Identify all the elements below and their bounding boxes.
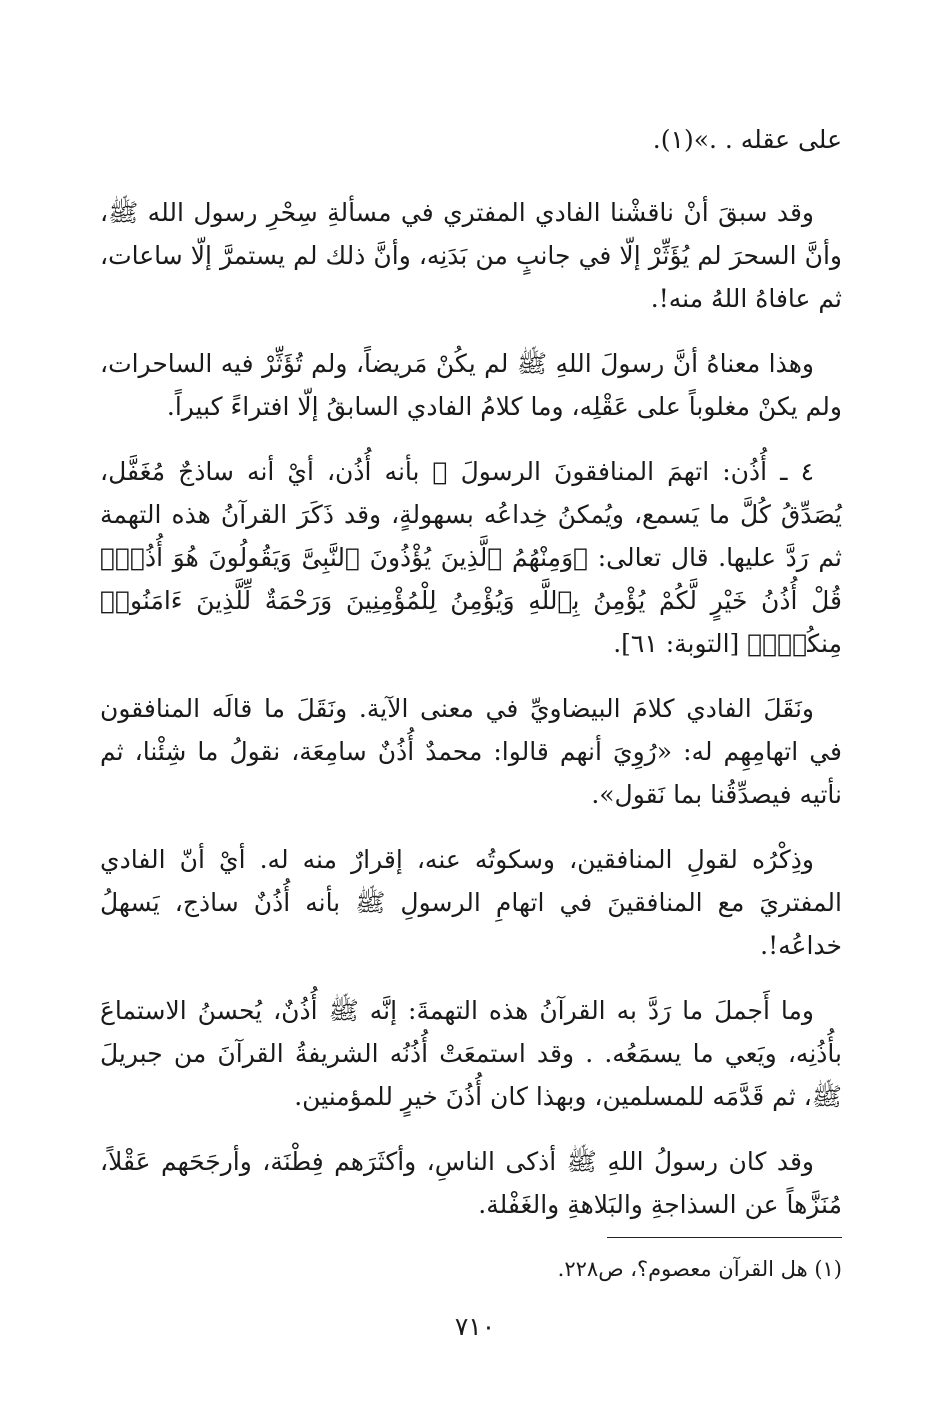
paragraph: وما أَجملَ ما رَدَّ به القرآنُ هذه التهمةَ: إنَّه ﷺ أُذُنٌ، يُحسنُ الاستماعَ بأُذُنِه، ويَعي ما يسمَعُه. . وقد استمعَتْ أُذُنُه الشريفةُ القرآنَ من جبريلَ ﷺ، ثم قَدَّمَه للمسلمين، وبهذا كان أُذُنَ خيرٍ للمؤمنين. bbox=[100, 996, 842, 1111]
page-number: ٧١٠ bbox=[454, 1312, 496, 1341]
paragraph: وهذا معناهُ أنَّ رسولَ اللهِ ﷺ لم يكُنْ مَريضاً، ولم تُؤَثِّرْ فيه الساحرات، ولم يكنْ مغلوباً على عَقْلِه، وما كلامُ الفادي السابقُ إلّا افتراءً كبيراً. bbox=[100, 349, 842, 421]
footnote-separator bbox=[607, 1237, 842, 1238]
paragraph-numbered: ٤ ـ أُذُن: اتهمَ المنافقونَ الرسولَ ﷺ بأنه أُذُن، أيْ أنه ساذجٌ مُغَفَّل، يُصَدِّقُ كُلَّ ما يَسمع، ويُمكنُ خِداعُه بسهولةٍ، وقد ذَكَرَ القرآنُ هذه التهمة ثم رَدَّ عليها. قال تعالى: ﴿وَمِنْهُمُ ٱلَّذِينَ يُؤْذُونَ ٱلنَّبِىَّ وَيَقُولُونَ هُوَ أُذُنٌۚ قُلْ أُذُنُ خَيْرٍ لَّكُمْ يُؤْمِنُ بِٱللَّهِ وَيُؤْمِنُ لِلْمُؤْمِنِينَ وَرَحْمَةٌ لِّلَّذِينَ ءَامَنُوا۟ مِنكُمْۚ﴾ [التوبة: ٦١]. bbox=[100, 457, 842, 658]
paragraph: ونَقَلَ الفادي كلامَ البيضاويِّ في معنى الآية. ونَقَلَ ما قالَه المنافقون في اتهامِهِم له: «رُوِيَ أنهم قالوا: محمدٌ أُذُنٌ سامِعَة، نقولُ ما شِئْنا، ثم نأتيه فيصدِّقُنا بما نَقول». bbox=[100, 694, 842, 809]
page-body bbox=[100, 118, 842, 1248]
paragraph: وقد سبقَ أنْ ناقشْنا الفادي المفتري في مسألةِ سِحْرِ رسول الله ﷺ، وأنَّ السحرَ لم يُؤَثِّرْ إلّا في جانبٍ من بَدَنِه، وأنَّ ذلك لم يستمرَّ إلّا ساعات، ثم عافاهُ اللهُ منه!. bbox=[100, 198, 842, 313]
paragraph: وذِكْرُه لقولِ المنافقين، وسكوتُه عنه، إقرارٌ منه له. أيْ أنّ الفادي المفتريَ مع المنافقينَ في اتهامِ الرسولِ ﷺ بأنه أُذُنٌ ساذج، يَسهلُ خداعُه!. bbox=[100, 845, 842, 960]
paragraph: وقد كان رسولُ اللهِ ﷺ أذكى الناسِ، وأكثَرَهم فِطْنَة، وأرجَحَهم عَقْلاً، مُنَزَّهاً عن السذاجةِ والبَلاهةِ والغَفْلة. bbox=[100, 1147, 842, 1219]
footnote: (١) هل القرآن معصوم؟، ص٢٢٨. bbox=[557, 1257, 842, 1281]
paragraph-continuation: على عقله . .»(١). bbox=[652, 125, 842, 154]
